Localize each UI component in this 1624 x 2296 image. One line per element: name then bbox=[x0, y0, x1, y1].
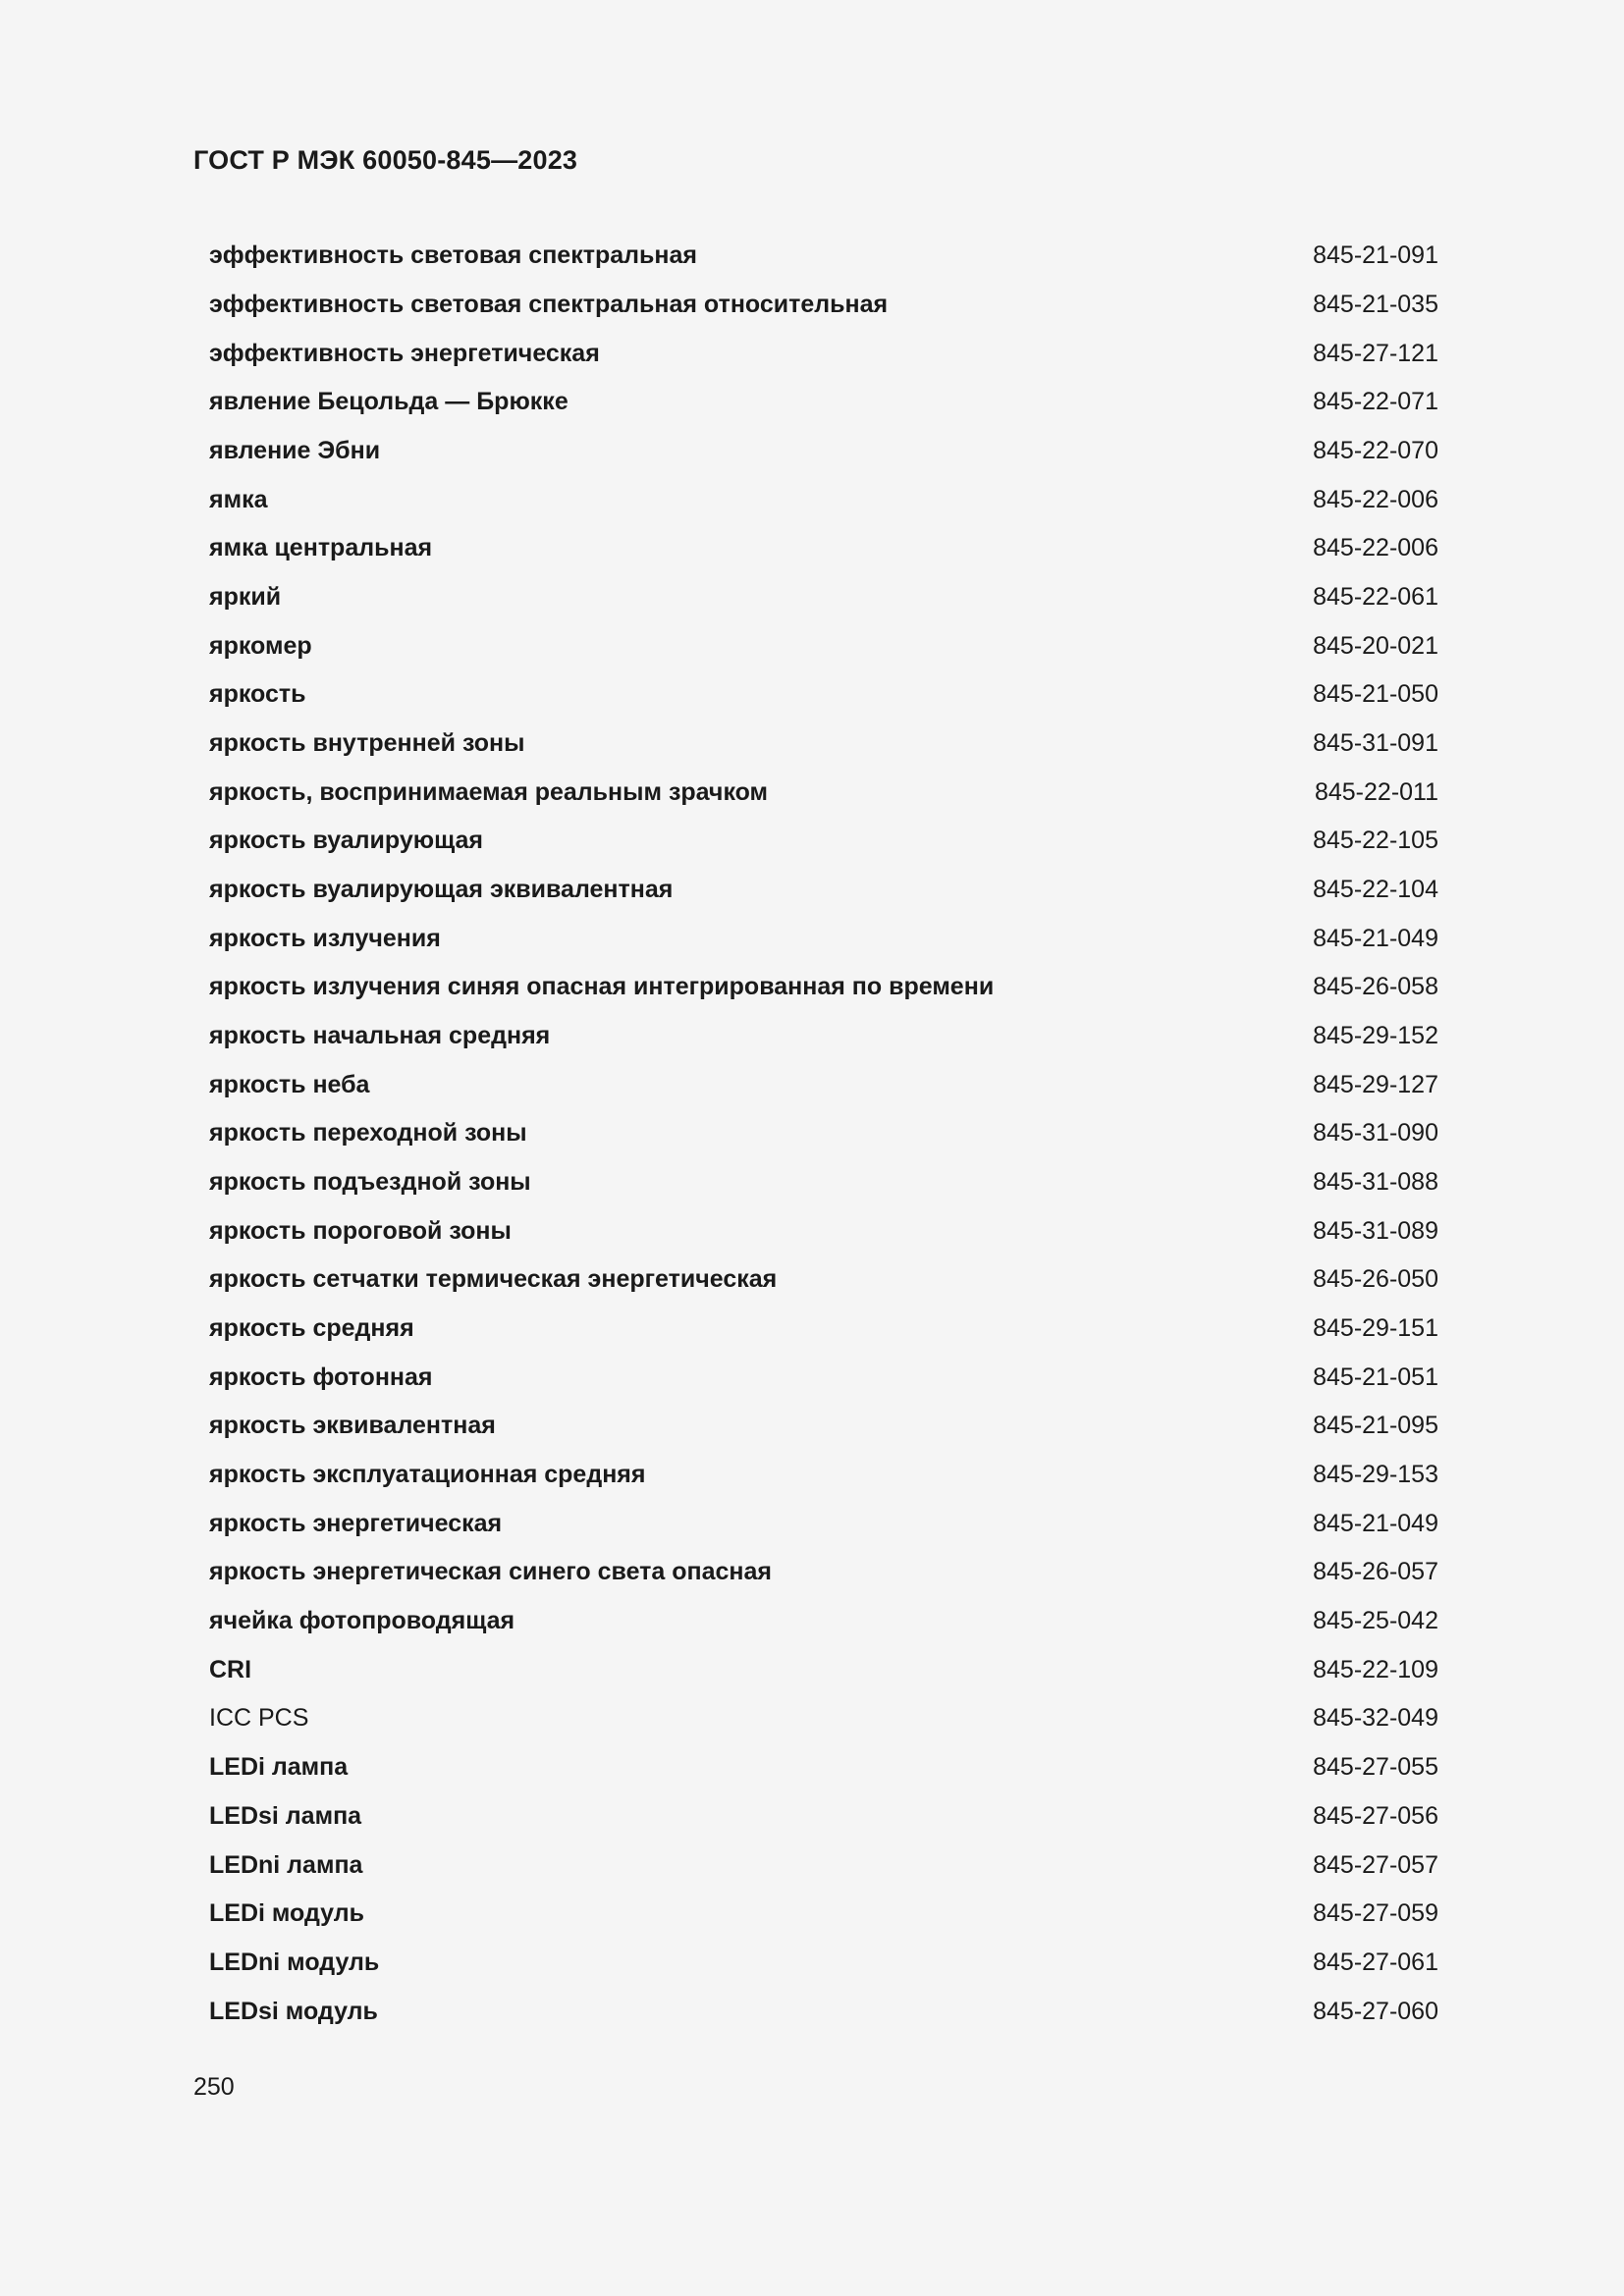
index-entry-row bbox=[209, 1792, 1438, 1842]
index-term-code: 845-31-090 bbox=[1313, 1119, 1438, 1148]
index-term-code: 845-22-109 bbox=[1313, 1655, 1438, 1683]
index-term-code: 845-26-057 bbox=[1313, 1558, 1438, 1586]
index-term: эффективность световая спектральная bbox=[209, 241, 697, 270]
index-term: яркость вуалирующая bbox=[209, 827, 484, 855]
index-term: яркость вуалирующая эквивалентная bbox=[209, 876, 674, 904]
index-entry-row bbox=[209, 963, 1438, 1012]
index-term: яркомер bbox=[209, 631, 312, 660]
index-term: яркость эксплуатационная средняя bbox=[209, 1461, 646, 1489]
index-entry-row bbox=[209, 1305, 1438, 1354]
index-term: яркость внутренней зоны bbox=[209, 729, 525, 758]
index-entry-row bbox=[209, 1402, 1438, 1451]
index-term: ячейка фотопроводящая bbox=[209, 1607, 515, 1635]
index-term-code: 845-29-127 bbox=[1313, 1070, 1438, 1098]
index-term: яркость излучения bbox=[209, 924, 441, 952]
index-entry-row bbox=[209, 475, 1438, 524]
index-term-code: 845-20-021 bbox=[1313, 631, 1438, 660]
index-term-code: 845-29-152 bbox=[1313, 1022, 1438, 1050]
index-term-code: 845-22-006 bbox=[1313, 485, 1438, 513]
index-term: явление Эбни bbox=[209, 437, 381, 465]
index-term: яркость энергетическая bbox=[209, 1509, 503, 1537]
index-term-code: 845-22-070 bbox=[1313, 437, 1438, 465]
index-entry-row bbox=[209, 1060, 1438, 1109]
index-term: яркость неба bbox=[209, 1070, 370, 1098]
page-header-title: ГОСТ Р МЭК 60050-845—2023 bbox=[193, 145, 578, 175]
index-term-code: 845-31-089 bbox=[1313, 1216, 1438, 1245]
index-term: эффективность энергетическая bbox=[209, 339, 600, 367]
index-entry-row bbox=[209, 1451, 1438, 1500]
index-entry-row bbox=[209, 1158, 1438, 1207]
index-term: LEDni модуль bbox=[209, 1948, 380, 1976]
index-term: LEDsi лампа bbox=[209, 1801, 362, 1830]
index-term: яркость подъездной зоны bbox=[209, 1168, 531, 1197]
index-term: яркость фотонная bbox=[209, 1362, 433, 1391]
index-term-code: 845-22-105 bbox=[1313, 827, 1438, 855]
index-entry-row bbox=[209, 378, 1438, 427]
index-term-code: 845-29-153 bbox=[1313, 1461, 1438, 1489]
index-term: яркость переходной зоны bbox=[209, 1119, 527, 1148]
index-term: яркость энергетическая синего света опасная bbox=[209, 1558, 773, 1586]
index-entry-row bbox=[209, 1841, 1438, 1890]
index-term-code: 845-31-091 bbox=[1313, 729, 1438, 758]
index-term: яркость эквивалентная bbox=[209, 1412, 496, 1440]
index-entry-row bbox=[209, 1597, 1438, 1646]
index-entry-row bbox=[209, 427, 1438, 476]
index-term: CRI bbox=[209, 1655, 252, 1683]
index-entry-row bbox=[209, 1548, 1438, 1597]
index-entry-row bbox=[209, 524, 1438, 573]
index-term-code: 845-27-057 bbox=[1313, 1850, 1438, 1879]
index-term-code: 845-21-091 bbox=[1313, 241, 1438, 270]
index-term-code: 845-21-049 bbox=[1313, 924, 1438, 952]
index-term: яркость bbox=[209, 680, 306, 709]
index-term: ямка центральная bbox=[209, 534, 433, 562]
index-entry-row bbox=[209, 1109, 1438, 1158]
index-term-code: 845-22-006 bbox=[1313, 534, 1438, 562]
index-term-code: 845-22-011 bbox=[1314, 777, 1438, 806]
index-term-code: 845-26-050 bbox=[1313, 1265, 1438, 1294]
index-entry-row bbox=[209, 1206, 1438, 1255]
index-term: яркость, воспринимаемая реальным зрачком bbox=[209, 777, 769, 806]
index-entry-row bbox=[209, 817, 1438, 866]
index-term-code: 845-21-051 bbox=[1313, 1362, 1438, 1391]
index-entry-row bbox=[209, 1987, 1438, 2036]
index-term: явление Бецольда — Брюкке bbox=[209, 388, 568, 416]
index-term-code: 845-22-061 bbox=[1313, 583, 1438, 612]
index-term: LEDi модуль bbox=[209, 1899, 364, 1928]
index-term-code: 845-21-050 bbox=[1313, 680, 1438, 709]
index-entry-row bbox=[209, 621, 1438, 670]
index-term: LEDsi модуль bbox=[209, 1997, 378, 2025]
index-term-code: 845-25-042 bbox=[1313, 1607, 1438, 1635]
index-term-code: 845-27-061 bbox=[1313, 1948, 1438, 1976]
index-term: яркость сетчатки термическая энергетическая bbox=[209, 1265, 778, 1294]
index-term: LEDi лампа bbox=[209, 1753, 349, 1782]
term-index-list bbox=[209, 232, 1438, 2036]
index-entry-row bbox=[209, 866, 1438, 915]
index-term: яркость начальная средняя bbox=[209, 1022, 551, 1050]
index-term: яркий bbox=[209, 583, 282, 612]
index-term: эффективность световая спектральная относительная bbox=[209, 291, 889, 318]
index-entry-row bbox=[209, 1694, 1438, 1743]
index-term-code: 845-32-049 bbox=[1313, 1704, 1438, 1733]
index-entry-row bbox=[209, 1743, 1438, 1792]
index-term: ICC PCS bbox=[209, 1704, 309, 1733]
index-entry-row bbox=[209, 232, 1438, 281]
index-entry-row bbox=[209, 1939, 1438, 1988]
index-entry-row bbox=[209, 670, 1438, 720]
index-term: яркость пороговой зоны bbox=[209, 1216, 512, 1245]
index-term-code: 845-27-059 bbox=[1313, 1899, 1438, 1928]
index-term-code: 845-27-121 bbox=[1313, 339, 1438, 367]
index-term-code: 845-27-055 bbox=[1313, 1753, 1438, 1782]
index-term-code: 845-27-060 bbox=[1313, 1997, 1438, 2025]
index-entry-row bbox=[209, 1890, 1438, 1939]
index-term-code: 845-21-035 bbox=[1313, 291, 1438, 318]
index-term-code: 845-27-056 bbox=[1313, 1801, 1438, 1830]
index-term-code: 845-29-151 bbox=[1313, 1314, 1438, 1343]
index-term-code: 845-26-058 bbox=[1313, 973, 1438, 1001]
index-term: яркость средняя bbox=[209, 1314, 414, 1343]
index-entry-row bbox=[209, 573, 1438, 622]
index-entry-row bbox=[209, 914, 1438, 963]
index-entry-row bbox=[209, 1499, 1438, 1548]
index-term-code: 845-31-088 bbox=[1313, 1168, 1438, 1197]
page-number: 250 bbox=[193, 2073, 235, 2101]
index-entry-row bbox=[209, 1353, 1438, 1402]
index-term-code: 845-22-071 bbox=[1313, 388, 1438, 416]
index-entry-row bbox=[209, 329, 1438, 378]
index-entry-row bbox=[209, 281, 1438, 330]
index-term: LEDni лампа bbox=[209, 1850, 363, 1879]
index-term-code: 845-22-104 bbox=[1313, 876, 1438, 904]
index-entry-row bbox=[209, 768, 1438, 817]
index-entry-row bbox=[209, 1255, 1438, 1305]
index-entry-row bbox=[209, 720, 1438, 769]
index-term: ямка bbox=[209, 485, 268, 513]
index-term: яркость излучения синяя опасная интегрированная по времени bbox=[209, 973, 995, 1001]
index-term-code: 845-21-049 bbox=[1313, 1509, 1438, 1537]
index-entry-row bbox=[209, 1645, 1438, 1694]
index-entry-row bbox=[209, 1012, 1438, 1061]
index-term-code: 845-21-095 bbox=[1313, 1412, 1438, 1440]
